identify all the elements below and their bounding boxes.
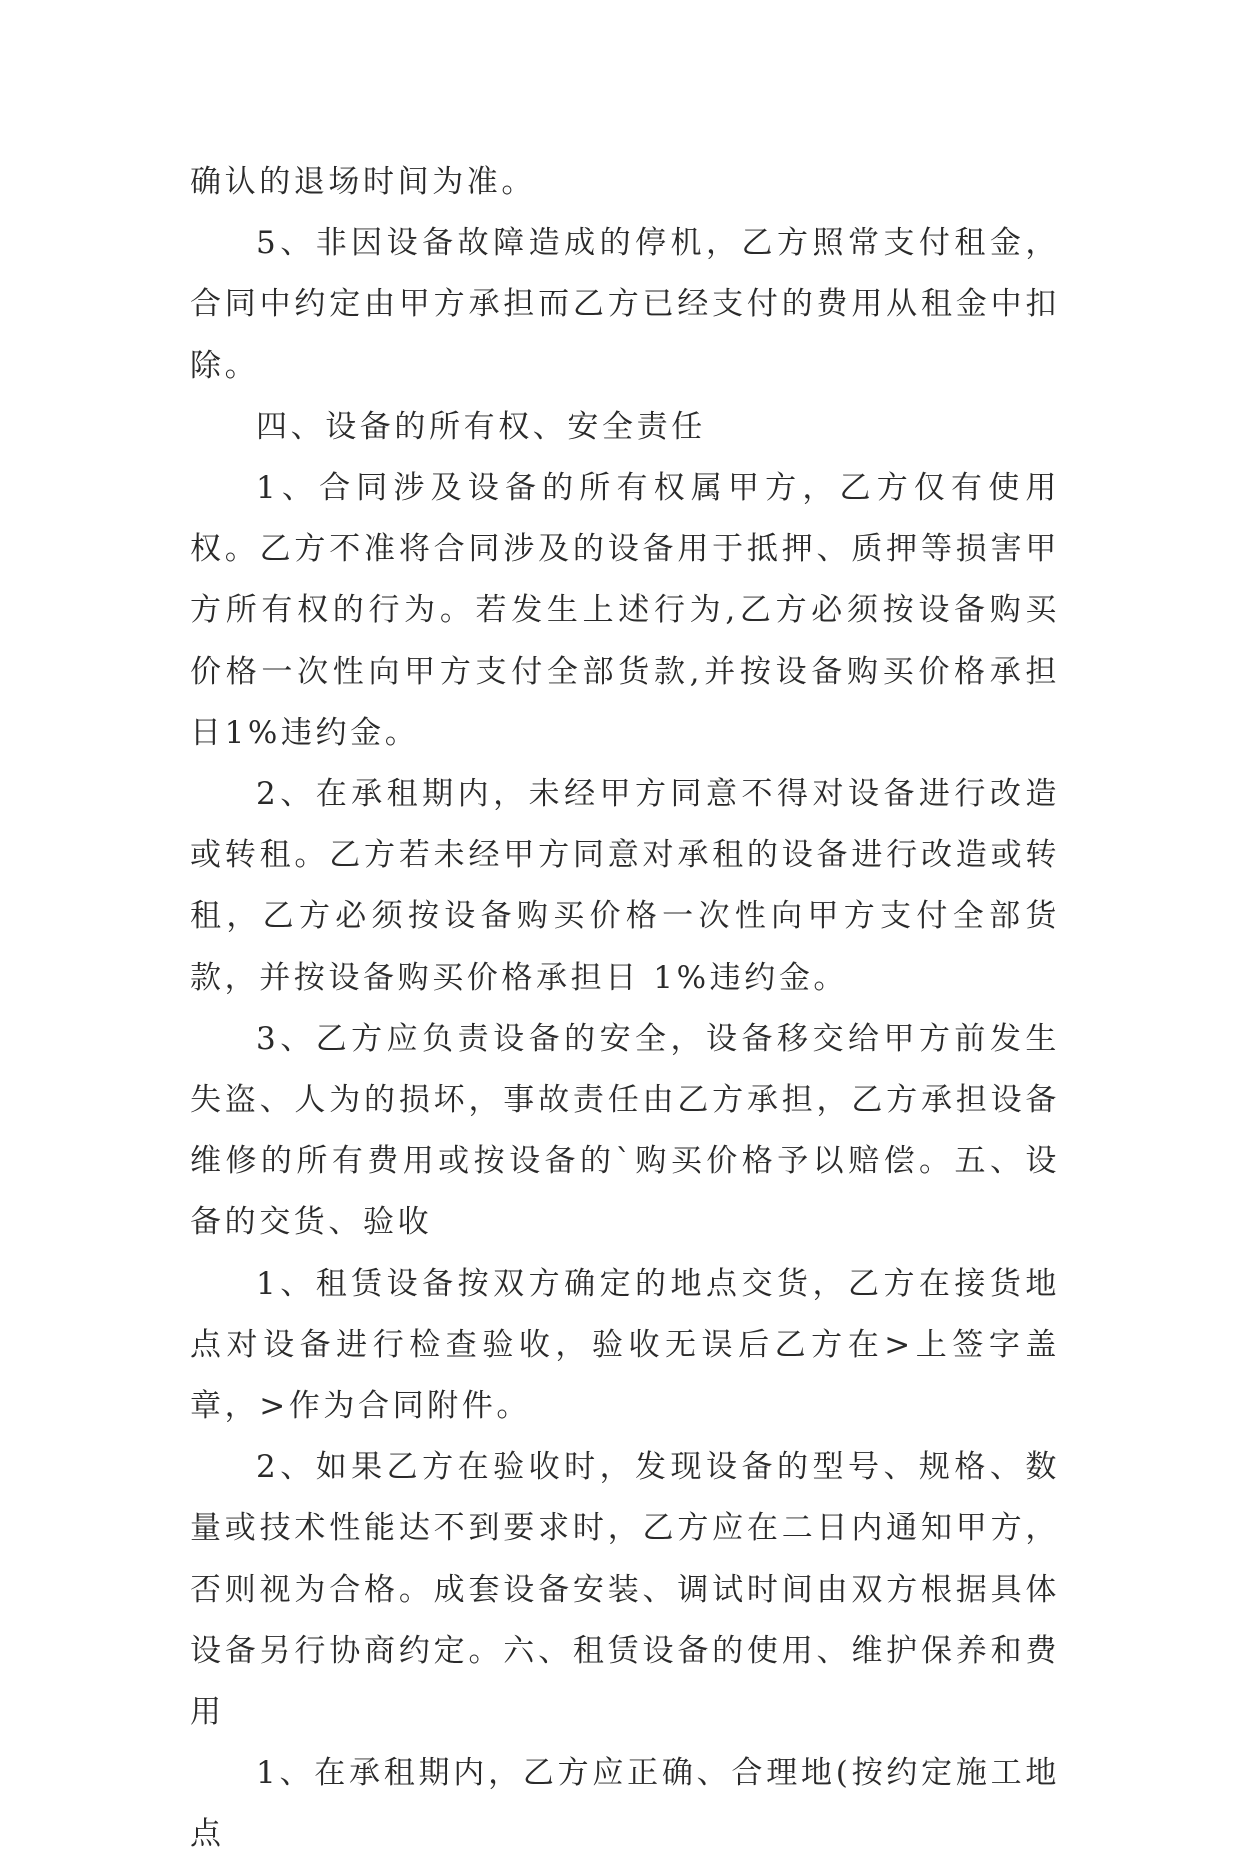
paragraph-clause-1-delivery: 1、租赁设备按双方确定的地点交货，乙方在接货地点对设备进行检查验收，验收无误后乙方在>上签字盖章，>作为合同附件。 bbox=[190, 1265, 1060, 1425]
paragraph-retreat-time: 确认的退场时间为准。 bbox=[190, 164, 536, 200]
paragraph-clause-3-safety: 3、乙方应负责设备的安全，设备移交给甲方前发生失盗、人为的损坏，事故责任由乙方承担，乙方承担设备维修的所有费用或按设备的`购买价格予以赔偿。五、设备的交货、验收 bbox=[190, 1020, 1060, 1241]
paragraph-clause-5-downtime: 5、非因设备故障造成的停机，乙方照常支付租金，合同中约定由甲方承担而乙方已经支付的费用从租金中扣除。 bbox=[190, 225, 1060, 384]
paragraph-clause-2-inspection: 2、如果乙方在验收时，发现设备的型号、规格、数量或技术性能达不到要求时，乙方应在二日内通知甲方，否则视为合格。成套设备安装、调试时间由双方根据具体设备另行协商约定。六、租赁设备的使用、维护保养和费用 bbox=[190, 1449, 1060, 1731]
document-body bbox=[190, 152, 1060, 1866]
paragraph-clause-1-usage: 1、在承租期内，乙方应正确、合理地(按约定施工地点 bbox=[190, 1755, 1060, 1853]
section-heading-ownership-safety: 四、设备的所有权、安全责任 bbox=[256, 408, 706, 445]
paragraph-clause-2-modification: 2、在承租期内，未经甲方同意不得对设备进行改造或转租。乙方若未经甲方同意对承租的设备进行改造或转租，乙方必须按设备购买价格一次性向甲方支付全部货款，并按设备购买价格承担日 1%违约金。 bbox=[190, 776, 1060, 996]
paragraph-clause-1-ownership: 1、合同涉及设备的所有权属甲方，乙方仅有使用权。乙方不准将合同涉及的设备用于抵押、质押等损害甲方所有权的行为。若发生上述行为,乙方必须按设备购买价格一次性向甲方支付全部货款,并按设备购买价格承担日1%违约金。 bbox=[190, 470, 1060, 751]
